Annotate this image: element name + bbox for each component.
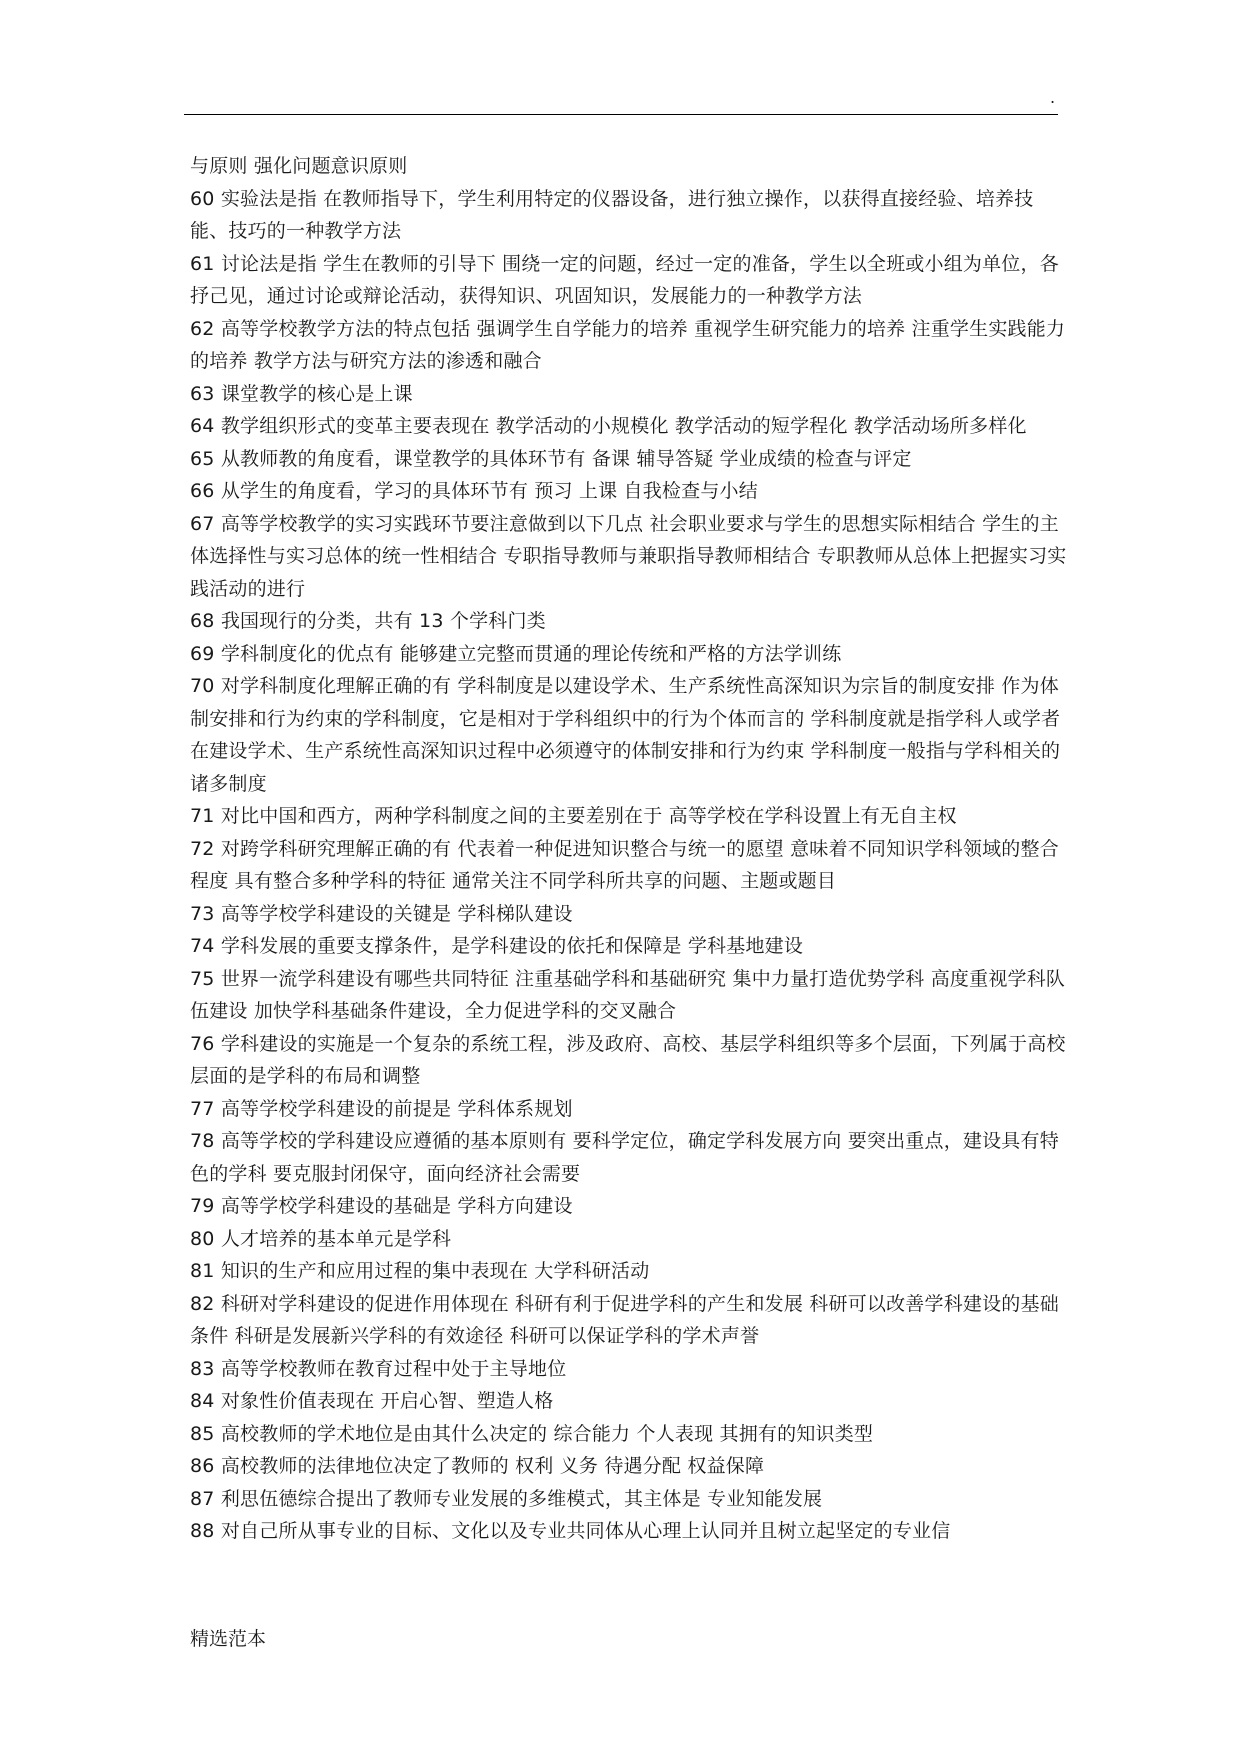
paragraph: 80 人才培养的基本单元是学科 <box>190 1227 452 1250</box>
header-rule <box>184 114 1058 115</box>
paragraph: 87 利思伍德综合提出了教师专业发展的多维模式，其主体是 专业知能发展 <box>190 1487 823 1510</box>
header-mark: . <box>1050 88 1056 107</box>
paragraph: 与原则 强化问题意识原则 <box>190 155 408 177</box>
paragraph: 67 高等学校教学的实习实践环节要注意做到以下几点 社会职业要求与学生的思想实际相结合 学生的主体选择性与实习总体的统一性相结合 专职指导教师与兼职指导教师相结合 专职教师从总体上把握实习实践活动的进行 <box>190 512 1067 600</box>
paragraph: 75 世界一流学科建设有哪些共同特征 注重基础学科和基础研究 集中力量打造优势学科 高度重视学科队伍建设 加快学科基础条件建设，全力促进学科的交叉融合 <box>190 967 1066 1022</box>
paragraph: 60 实验法是指 在教师指导下，学生利用特定的仪器设备，进行独立操作，以获得直接经验、培养技能、技巧的一种教学方法 <box>190 187 1034 242</box>
paragraph: 64 教学组织形式的变革主要表现在 教学活动的小规模化 教学活动的短学程化 教学活动场所多样化 <box>190 415 1027 437</box>
paragraph: 76 学科建设的实施是一个复杂的系统工程，涉及政府、高校、基层学科组织等多个层面，下列属于高校层面的是学科的布局和调整 <box>190 1032 1066 1087</box>
paragraph: 77 高等学校学科建设的前提是 学科体系规划 <box>190 1097 573 1120</box>
paragraph: 66 从学生的角度看，学习的具体环节有 预习 上课 自我检查与小结 <box>190 480 758 502</box>
paragraph: 73 高等学校学科建设的关键是 学科梯队建设 <box>190 902 573 925</box>
paragraph: 85 高校教师的学术地位是由其什么决定的 综合能力 个人表现 其拥有的知识类型 <box>190 1422 874 1445</box>
document-body <box>190 150 1070 1548</box>
footer-note: 精选范本 <box>190 1628 267 1650</box>
paragraph: 70 对学科制度化理解正确的有 学科制度是以建设学术、生产系统性高深知识为宗旨的制度安排 作为体制安排和行为约束的学科制度，它是相对于学科组织中的行为个体而言的 学科制度就是指学科人或学者在建设学术、生产系统性高深知识过程中必须遵守的体制安排和行为约束 学科制度一般指与学科相关的诸多制度 <box>190 675 1061 795</box>
paragraph: 78 高等学校的学科建设应遵循的基本原则有 要科学定位，确定学科发展方向 要突出重点，建设具有特色的学科 要克服封闭保守，面向经济社会需要 <box>190 1130 1059 1185</box>
paragraph: 62 高等学校教学方法的特点包括 强调学生自学能力的培养 重视学生研究能力的培养 注重学生实践能力的培养 教学方法与研究方法的渗透和融合 <box>190 317 1066 372</box>
paragraph: 63 课堂教学的核心是上课 <box>190 382 413 405</box>
paragraph: 72 对跨学科研究理解正确的有 代表着一种促进知识整合与统一的愿望 意味着不同知识学科领域的整合程度 具有整合多种学科的特征 通常关注不同学科所共享的问题、主题或题目 <box>190 837 1059 892</box>
paragraph: 79 高等学校学科建设的基础是 学科方向建设 <box>190 1195 573 1217</box>
paragraph: 61 讨论法是指 学生在教师的引导下 围绕一定的问题，经过一定的准备，学生以全班或小组为单位，各抒己见，通过讨论或辩论活动，获得知识、巩固知识，发展能力的一种教学方法 <box>190 252 1059 307</box>
paragraph: 82 科研对学科建设的促进作用体现在 科研有利于促进学科的产生和发展 科研可以改善学科建设的基础条件 科研是发展新兴学科的有效途径 科研可以保证学科的学术声誉 <box>190 1292 1059 1347</box>
paragraph: 83 高等学校教师在教育过程中处于主导地位 <box>190 1357 567 1380</box>
paragraph: 81 知识的生产和应用过程的集中表现在 大学科研活动 <box>190 1260 650 1282</box>
paragraph: 88 对自己所从事专业的目标、文化以及专业共同体从心理上认同并且树立起坚定的专业信 <box>190 1520 951 1542</box>
paragraph: 69 学科制度化的优点有 能够建立完整而贯通的理论传统和严格的方法学训练 <box>190 642 842 665</box>
paragraph: 84 对象性价值表现在 开启心智、塑造人格 <box>190 1390 554 1412</box>
paragraph: 68 我国现行的分类，共有 13 个学科门类 <box>190 610 546 632</box>
paragraph: 71 对比中国和西方，两种学科制度之间的主要差别在于 高等学校在学科设置上有无自主权 <box>190 805 957 827</box>
paragraph: 74 学科发展的重要支撑条件，是学科建设的依托和保障是 学科基地建设 <box>190 935 804 957</box>
paragraph: 86 高校教师的法律地位决定了教师的 权利 义务 待遇分配 权益保障 <box>190 1455 765 1477</box>
paragraph: 65 从教师教的角度看，课堂教学的具体环节有 备课 辅导答疑 学业成绩的检查与评定 <box>190 447 912 470</box>
